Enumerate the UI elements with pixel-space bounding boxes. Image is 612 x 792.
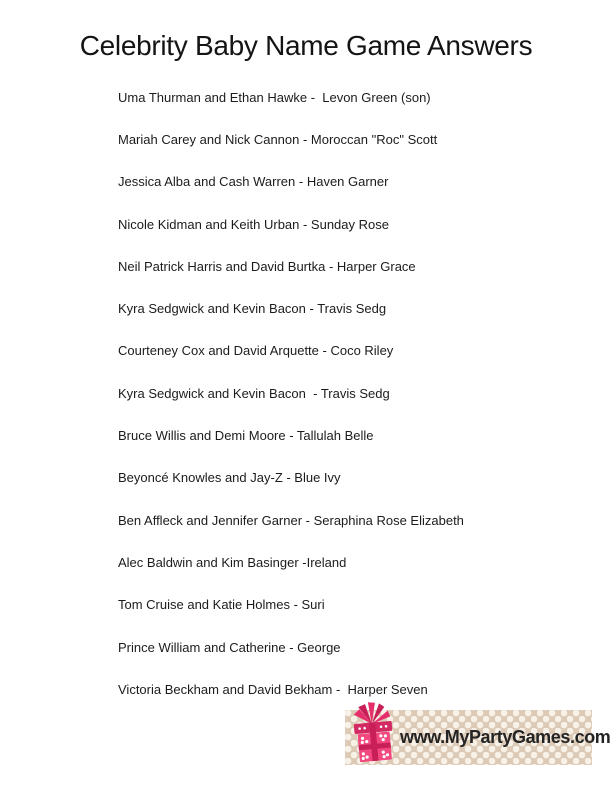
answer-line: Neil Patrick Harris and David Burtka - Harper Grace bbox=[118, 258, 416, 274]
answer-line: Jessica Alba and Cash Warren - Haven Garner bbox=[118, 174, 389, 190]
gift-icon bbox=[347, 702, 399, 764]
answer-line: Ben Affleck and Jennifer Garner - Seraphina Rose Elizabeth bbox=[118, 512, 464, 528]
answer-line: Kyra Sedgwick and Kevin Bacon - Travis Sedg bbox=[118, 385, 390, 401]
answer-line: Kyra Sedgwick and Kevin Bacon - Travis Sedg bbox=[118, 301, 387, 317]
answer-line: Tom Cruise and Katie Holmes - Suri bbox=[118, 597, 325, 613]
page-title: Celebrity Baby Name Game Answers bbox=[79, 30, 533, 61]
answer-line: Bruce Willis and Demi Moore - Tallulah Belle bbox=[118, 428, 374, 444]
site-banner bbox=[345, 710, 611, 765]
answer-line: Mariah Carey and Nick Cannon - Moroccan "Roc" Scott bbox=[118, 131, 438, 147]
answer-line: Courteney Cox and David Arquette - Coco Riley bbox=[118, 343, 394, 359]
answer-line: Beyoncé Knowles and Jay-Z - Blue Ivy bbox=[118, 470, 341, 486]
answers-list bbox=[118, 76, 592, 710]
answer-line: Prince William and Catherine - George bbox=[118, 639, 341, 655]
answer-line: Victoria Beckham and David Bekham - Harper Seven bbox=[118, 681, 428, 697]
answer-line: Alec Baldwin and Kim Basinger -Ireland bbox=[118, 554, 347, 570]
answer-line: Uma Thurman and Ethan Hawke - Levon Green (son) bbox=[118, 89, 431, 105]
answer-line: Nicole Kidman and Keith Urban - Sunday Rose bbox=[118, 216, 389, 232]
site-link[interactable]: www.MyPartyGames.com bbox=[400, 727, 611, 747]
